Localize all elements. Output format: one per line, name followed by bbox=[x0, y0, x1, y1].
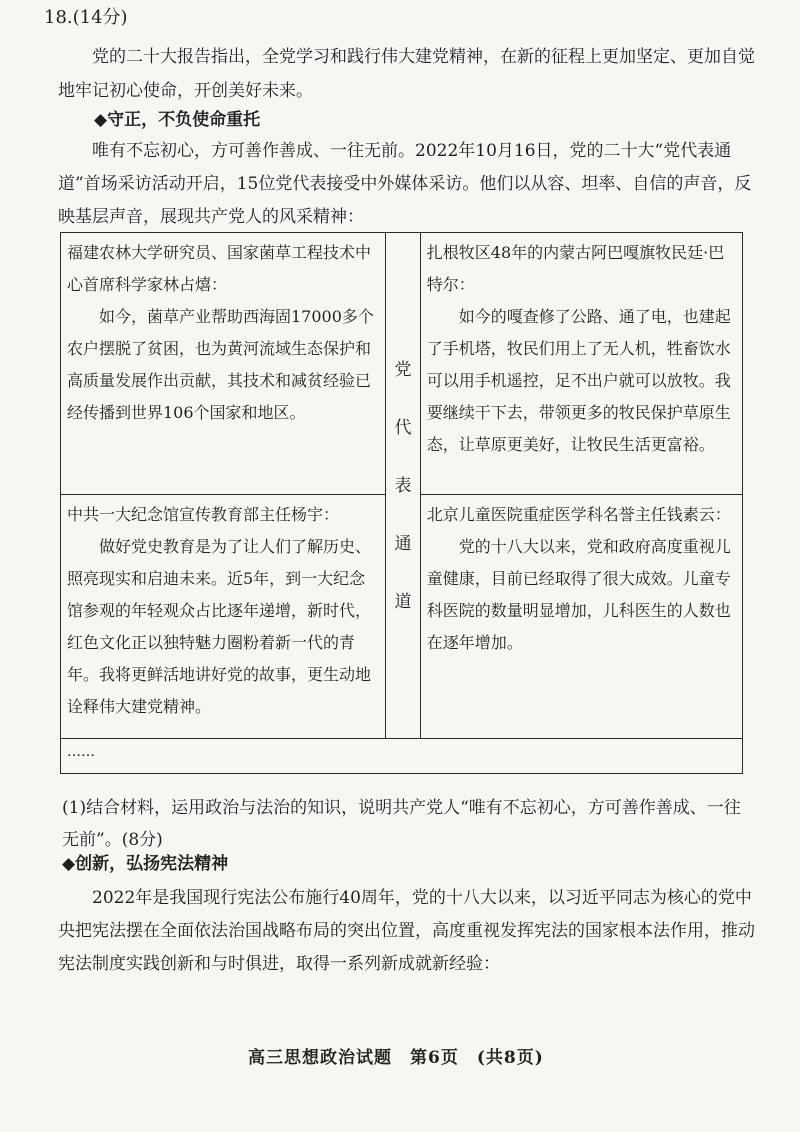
table-cell bbox=[420, 233, 742, 495]
middle-char: 代 bbox=[394, 417, 412, 438]
cell-body: 党的十八大以来，党和政府高度重视儿童健康，目前已经取得了很大成效。儿童专科医院的数量明显增加，儿科医生的人数也在逐年增加。 bbox=[426, 537, 731, 652]
section1-text: 唯有不忘初心，方可善作善成、一往无前。2022年10月16日，党的二十大“党代表通道”首场采访活动开启，15位党代表接受中外媒体采访。他们以从容、坦率、自信的声音，反映基层声音，展现共产党人的风采精神： bbox=[58, 141, 752, 227]
cell-title: 福建农林大学研究员、国家菌草工程技术中心首席科学家林占熺： bbox=[67, 243, 372, 294]
middle-char: 通 bbox=[394, 533, 412, 554]
table-cell bbox=[61, 233, 386, 495]
cell-body: 如今的嘎查修了公路、通了电，也建起了手机塔，牧民们用上了无人机，牲畜饮水可以用手机遥控，足不出户就可以放牧。我要继续干下去，带领更多的牧民保护草原生态，让草原更美好，让牧民生活更富裕。 bbox=[426, 307, 731, 454]
table-cell bbox=[420, 495, 742, 739]
sub-question-1: (1)结合材料，运用政治与法治的知识，说明共产党人“唯有不忘初心，方可善作善成、一往无前”。(8分) bbox=[62, 798, 741, 850]
page-footer: 高三思想政治试题 第6页 (共8页) bbox=[248, 1048, 544, 1068]
table-cell bbox=[61, 495, 386, 739]
delegate-table bbox=[60, 232, 743, 774]
question-intro: 党的二十大报告指出，全党学习和践行伟大建党精神，在新的征程上更加坚定、更加自觉地牢记初心使命，开创美好未来。 bbox=[58, 47, 755, 101]
section2-text: 2022年是我国现行宪法公布施行40周年，党的十八大以来，以习近平同志为核心的党中央把宪法摆在全面依法治国战略布局的突出位置，高度重视发挥宪法的国家根本法作用，推动宪法制度实践创新和与时俱进，取得一系列新成就新经验： bbox=[58, 888, 755, 974]
section2-heading: ◆创新，弘扬宪法精神 bbox=[62, 854, 229, 874]
cell-body: 如今，菌草产业帮助西海固17000多个农户摆脱了贫困，也为黄河流域生态保护和高质量发展作出贡献，其技术和减贫经验已经传播到世界106个国家和地区。 bbox=[67, 307, 374, 422]
middle-char: 表 bbox=[394, 475, 412, 496]
middle-label-cell bbox=[386, 233, 421, 739]
table-ellipsis: …… bbox=[61, 739, 743, 774]
cell-title: 北京儿童医院重症医学科名誉主任钱素云： bbox=[426, 505, 731, 524]
question-number: 18.(14分) bbox=[44, 7, 128, 28]
cell-title: 扎根牧区48年的内蒙古阿巴嘎旗牧民廷·巴特尔： bbox=[426, 243, 725, 294]
middle-char: 道 bbox=[394, 591, 412, 612]
cell-body: 做好党史教育是为了让人们了解历史、照亮现实和启迪未来。近5年，到一大纪念馆参观的年轻观众占比逐年递增，新时代，红色文化正以独特魅力圈粉着新一代的青年。我将更鲜活地讲好党的故事，更生动地诠释伟大建党精神。 bbox=[67, 537, 372, 716]
section1-heading: ◆守正，不负使命重托 bbox=[94, 110, 261, 130]
cell-title: 中共一大纪念馆宣传教育部主任杨宇： bbox=[67, 505, 340, 524]
middle-char: 党 bbox=[394, 359, 412, 380]
